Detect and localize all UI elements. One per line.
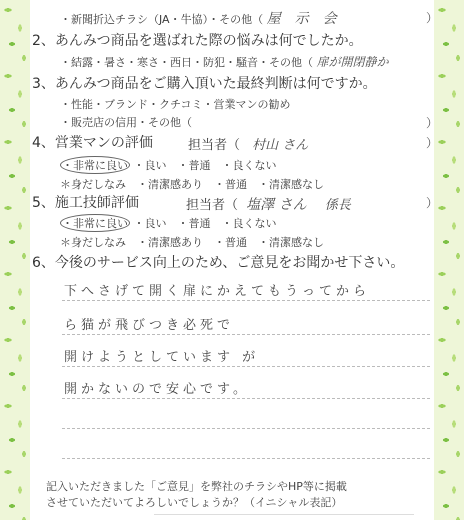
q4-rating-selected: ・非常に良い (60, 156, 130, 174)
q5-heading: 5、施工技師評価 (32, 195, 139, 211)
comment-line-2 (62, 334, 430, 335)
q5-rating (60, 214, 277, 232)
q1-close-paren: ） (426, 11, 439, 25)
q1-options-text: ・新聞折込チラシ（JA・牛協）・その他（ (60, 13, 264, 26)
q1-handwritten-answer: 屋 示 会 (266, 11, 337, 27)
comment-handwriting-2: ら猫が飛びつき必死で (64, 318, 235, 333)
comment-line-3 (62, 366, 430, 367)
q4-rating (60, 156, 277, 174)
q3-close-paren: ） (426, 116, 439, 130)
q5-rating-options: ・良い ・普通 ・良くない (133, 217, 277, 230)
comment-line-1 (62, 300, 430, 301)
q5-staff-handwritten-title: 係長 (324, 198, 351, 213)
comment-line-6 (62, 458, 430, 459)
comment-handwriting-3: 開けようとしています が (64, 350, 260, 365)
q4-staff-handwritten-name: 村山 さん (252, 138, 309, 153)
q2-options (60, 53, 389, 70)
q5-rating-selected: ・非常に良い (60, 214, 130, 232)
q5-staff-label: 担当者（ (186, 198, 239, 213)
q4-grooming: ＊身だしなみ ・清潔感あり ・普通 ・清潔感なし (60, 178, 324, 191)
footer-divider (154, 514, 414, 523)
q4-staff (188, 134, 308, 153)
survey-sheet (30, 0, 439, 520)
q6-heading: 6、今後のサービス向上のため、ご意見をお聞かせ下さい。 (32, 255, 405, 271)
footer-consent-line-1: 記入いただきました「ご意見」を弊社のチラシやHP等に掲載 (46, 480, 347, 493)
q3-line2: ・販売店の信用・その他（ (60, 116, 192, 129)
q3-line1: ・性能・ブランド・クチコミ・営業マンの勧め (60, 98, 291, 111)
leaf-border-right (434, 0, 464, 520)
comment-line-4 (62, 398, 430, 399)
q5-staff-handwritten-name: 塩澤 さん (246, 197, 307, 213)
footer-consent-line-2: させていただいてよろしいでしょうか？（イニシャル表記） (46, 496, 343, 509)
q2-heading: 2、あんみつ商品を選ばれた際の悩みは何でしたか。 (32, 33, 363, 49)
q3-heading: 3、あんみつ商品をご購入頂いた最終判断は何ですか。 (32, 76, 377, 92)
q2-handwritten-answer: 扉が開閉静か (316, 55, 389, 69)
q5-close-paren: ） (426, 196, 439, 210)
comment-line-5 (62, 428, 430, 429)
q4-close-paren: ） (426, 136, 439, 150)
q4-rating-options: ・良い ・普通 ・良くない (133, 159, 277, 172)
q5-staff (186, 194, 351, 214)
q4-staff-label: 担当者（ (188, 138, 241, 153)
q1-options (60, 8, 337, 28)
leaf-border-left (0, 0, 30, 520)
q2-options-text: ・結露・暑さ・寒さ・西日・防犯・騒音・その他（ (60, 56, 313, 69)
comment-handwriting-1: 下へさげて開く扉にかえてもうってから (64, 284, 371, 299)
q4-heading: 4、営業マンの評価 (32, 135, 153, 151)
comment-handwriting-4: 開かないので安心です。 (64, 382, 250, 397)
q5-grooming: ＊身だしなみ ・清潔感あり ・普通 ・清潔感なし (60, 236, 324, 249)
